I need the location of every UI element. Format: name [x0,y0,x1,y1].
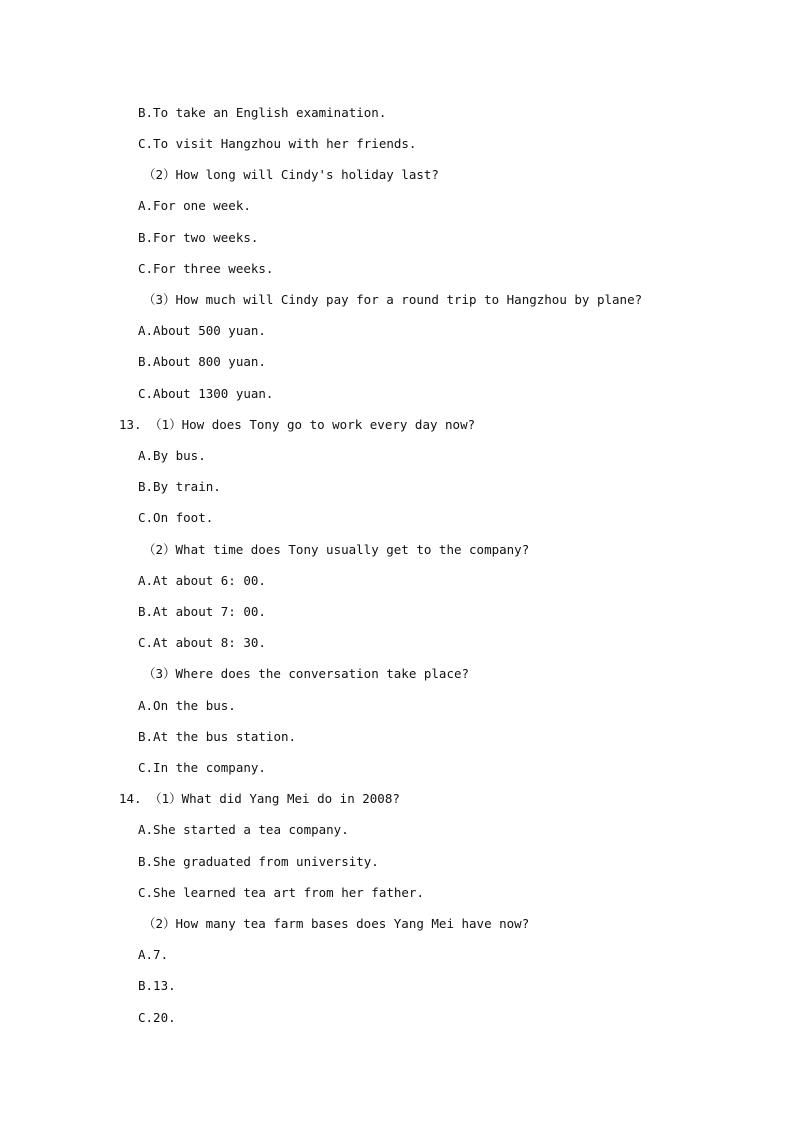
option-a-on-bus: A.On the bus. [138,698,236,713]
option-b-examination: B.To take an English examination. [138,105,387,120]
option-a-6-00: A.At about 6: 00. [138,573,266,588]
question-13-3: （3）Where does the conversation take place? [143,666,470,681]
option-b-7-00: B.At about 7: 00. [138,604,266,619]
option-a-tea-company: A.She started a tea company. [138,822,349,837]
option-a-7: A.7. [138,947,169,962]
option-c-company: C.In the company. [138,760,266,775]
option-c-20: C.20. [138,1010,176,1025]
option-b-graduated: B.She graduated from university. [138,854,379,869]
option-c-1300-yuan: C.About 1300 yuan. [138,386,274,401]
option-a-500-yuan: A.About 500 yuan. [138,323,266,338]
option-b-bus-station: B.At the bus station. [138,729,297,744]
option-c-8-30: C.At about 8: 30. [138,635,266,650]
question-13-2: （2）What time does Tony usually get to the company? [143,542,530,557]
question-12-2: （2）How long will Cindy's holiday last? [143,167,439,182]
option-b-13: B.13. [138,978,176,993]
option-c-visit-hangzhou: C.To visit Hangzhou with her friends. [138,136,417,151]
question-14-1: 14. （1）What did Yang Mei do in 2008? [119,791,400,806]
option-b-by-train: B.By train. [138,479,221,494]
option-c-tea-art: C.She learned tea art from her father. [138,885,424,900]
question-13-1: 13. （1）How does Tony go to work every day now? [119,417,476,432]
option-a-by-bus: A.By bus. [138,448,206,463]
option-c-three-weeks: C.For three weeks. [138,261,274,276]
option-c-on-foot: C.On foot. [138,510,214,525]
question-12-3: （3）How much will Cindy pay for a round trip to Hangzhou by plane? [143,292,643,307]
option-b-800-yuan: B.About 800 yuan. [138,354,266,369]
question-14-2: （2）How many tea farm bases does Yang Mei have now? [143,916,530,931]
option-a-one-week: A.For one week. [138,198,251,213]
option-b-two-weeks: B.For two weeks. [138,230,259,245]
